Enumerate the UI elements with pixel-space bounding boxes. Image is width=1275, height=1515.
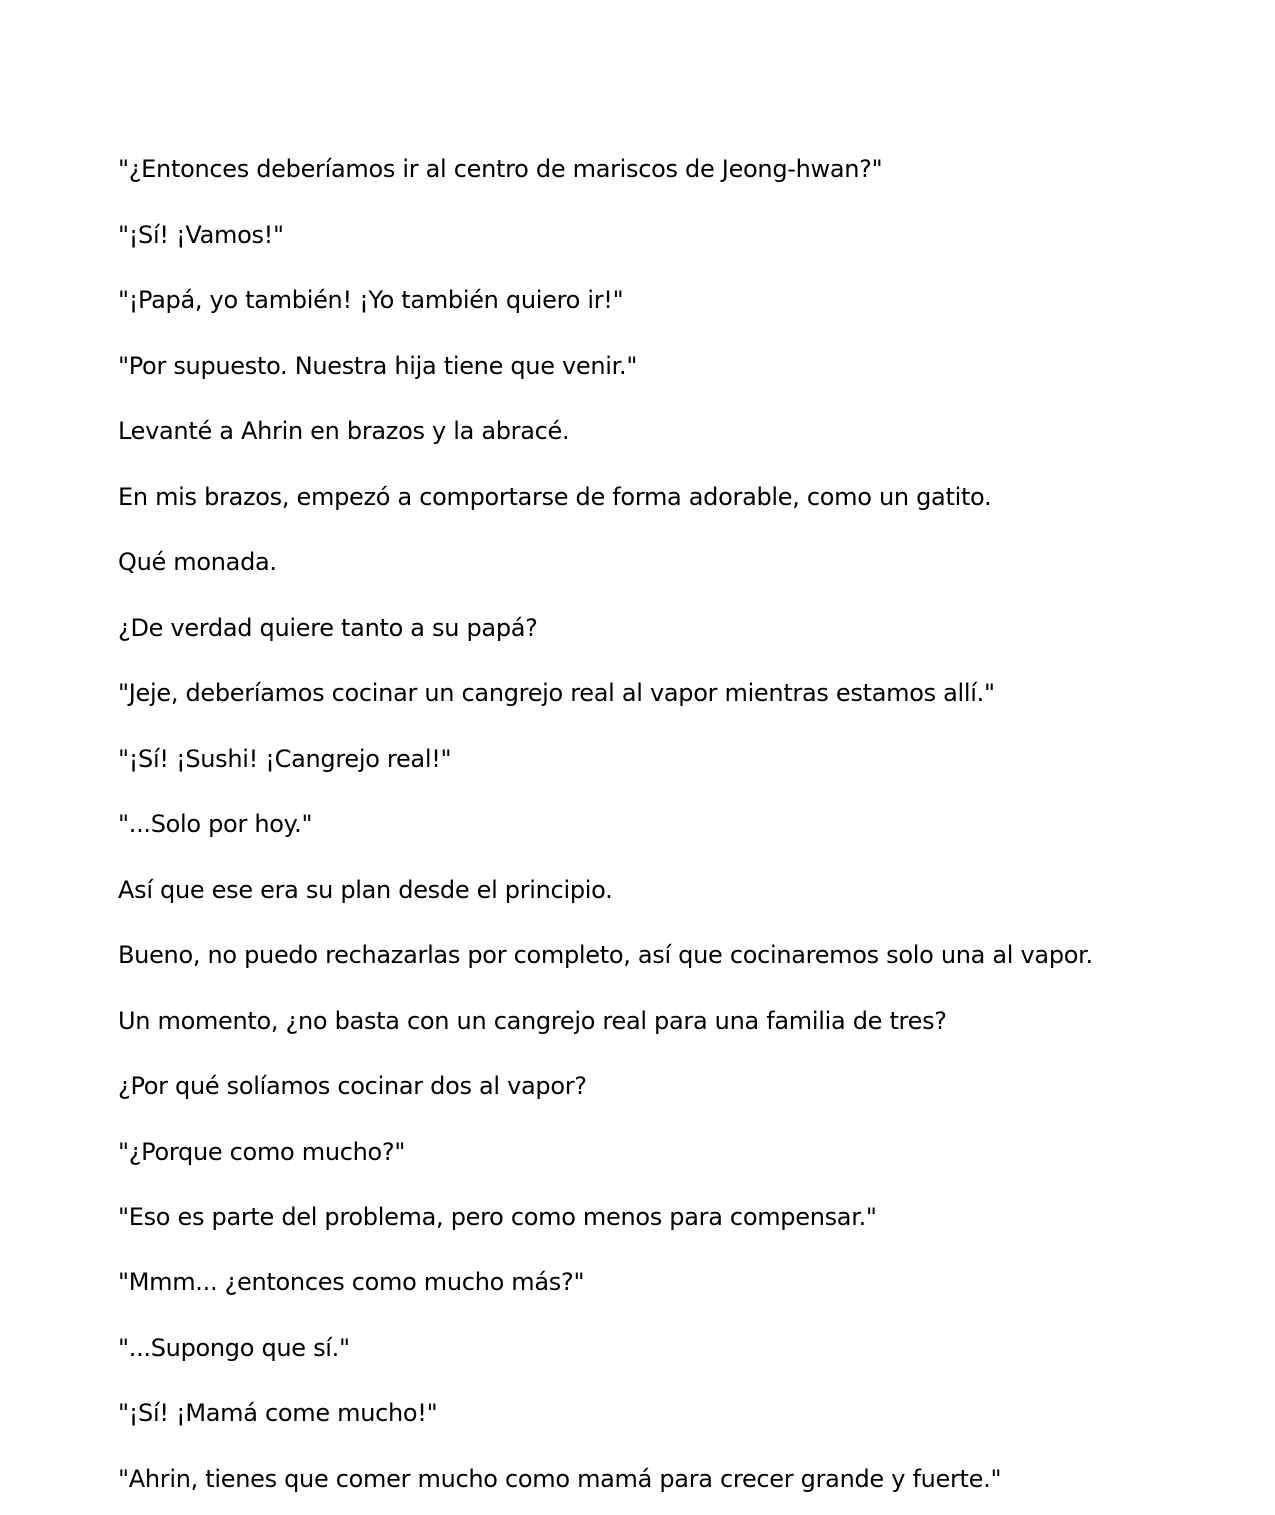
paragraph: En mis brazos, empezó a comportarse de forma adorable, como un gatito.	[118, 483, 992, 511]
paragraph: "¡Sí! ¡Vamos!"	[118, 221, 284, 249]
paragraph: Bueno, no puedo rechazarlas por completo, así que cocinaremos solo una al vapor.	[118, 941, 1093, 969]
paragraph: ¿De verdad quiere tanto a su papá?	[118, 614, 538, 642]
paragraph: "¡Sí! ¡Mamá come mucho!"	[118, 1399, 438, 1427]
paragraph: ¿Por qué solíamos cocinar dos al vapor?	[118, 1072, 587, 1100]
paragraph: "Ahrin, tienes que comer mucho como mamá para crecer grande y fuerte."	[118, 1465, 1002, 1493]
paragraph: Qué monada.	[118, 548, 277, 576]
paragraph: "¡Sí! ¡Sushi! ¡Cangrejo real!"	[118, 745, 452, 773]
paragraph: "Jeje, deberíamos cocinar un cangrejo real al vapor mientras estamos allí."	[118, 679, 995, 707]
paragraph: Levanté a Ahrin en brazos y la abracé.	[118, 417, 570, 445]
paragraph: "...Solo por hoy."	[118, 810, 313, 838]
paragraph: "¿Porque como mucho?"	[118, 1138, 406, 1166]
paragraph: "...Supongo que sí."	[118, 1334, 350, 1362]
paragraph: Un momento, ¿no basta con un cangrejo real para una familia de tres?	[118, 1007, 947, 1035]
paragraph: "Eso es parte del problema, pero como menos para compensar."	[118, 1203, 877, 1231]
paragraph: "Mmm... ¿entonces como mucho más?"	[118, 1268, 585, 1296]
paragraph: "¿Entonces deberíamos ir al centro de mariscos de Jeong-hwan?"	[118, 155, 883, 183]
paragraph: "¡Papá, yo también! ¡Yo también quiero ir!"	[118, 286, 624, 314]
paragraph: "Por supuesto. Nuestra hija tiene que venir."	[118, 352, 638, 380]
paragraph: Así que ese era su plan desde el principio.	[118, 876, 613, 904]
